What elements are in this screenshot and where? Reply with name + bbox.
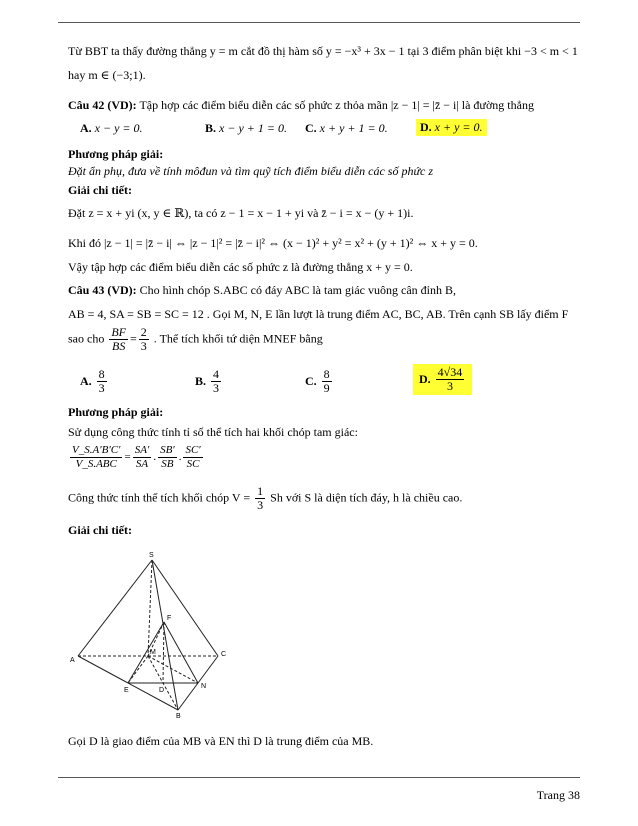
- ratio-sa-den: SA: [135, 458, 149, 470]
- label-e: E: [124, 687, 129, 694]
- q42-option-c-label: C.: [305, 121, 317, 135]
- label-f: F: [167, 615, 172, 622]
- q43-option-c-frac: [322, 368, 332, 395]
- ratio-sc-num: SC′: [185, 444, 201, 456]
- ratio-sa-num: SA′: [134, 444, 150, 456]
- ratio-sb-num: SB′: [160, 444, 175, 456]
- method-text-2: Sử dụng công thức tính tỉ số thể tích hai khối chóp tam giác:: [68, 425, 358, 439]
- solution-heading-2: Giải chi tiết:: [68, 523, 132, 537]
- fraction-one: 1: [257, 484, 264, 498]
- q43-option-b: [195, 368, 223, 395]
- question-43-line-3: [68, 326, 323, 353]
- q43-option-d-num: 4√34: [437, 365, 463, 379]
- q42-option-d: [416, 119, 487, 136]
- label-c: C: [221, 651, 227, 658]
- solution-line-1: Đặt z = x + yi (x, y ∈ ℝ), ta có z − 1 = x − 1 + yi và z̄ − i = x − (y + 1)i.: [68, 206, 414, 220]
- question-42-label: Câu 42 (VD):: [68, 98, 137, 112]
- q42-option-a: [80, 121, 143, 136]
- label-m: M: [150, 649, 156, 656]
- method-heading-2: Phương pháp giải:: [68, 405, 164, 419]
- solution-line-2: Khi đó |z − 1| = |z̄ − i| ⇔ |z − 1|² = |z̄ − i|² ⇔ (x − 1)² + y² = x² + (y + 1)² ⇔ x + y = 0.: [68, 236, 478, 250]
- volume-formula-line: [68, 485, 462, 512]
- text-line-1: Từ BBT ta thấy đường thẳng y = m cắt đồ thị hàm số y = −x³ + 3x − 1 tại 3 điểm phân biệt khi −3 < m < 1: [68, 44, 578, 58]
- fraction-bf-bs: [109, 326, 128, 353]
- q43-option-c-num: 8: [323, 367, 330, 381]
- q43-option-c-den: 9: [323, 381, 330, 395]
- ratio-sb-den: SB: [161, 458, 174, 470]
- edge-fe: [128, 622, 164, 683]
- q43-option-a-label: A.: [80, 374, 92, 388]
- label-d: D: [159, 687, 165, 694]
- q43-option-d-frac: [436, 366, 465, 393]
- ratio-volume-num: V_S.A′B′C′: [72, 444, 121, 456]
- q42-option-a-label: A.: [80, 121, 92, 135]
- last-line: Gọi D là giao điểm của MB và EN thì D là trung điểm của MB.: [68, 734, 374, 748]
- question-42-text: Tập hợp các điểm biểu diễn các số phức z thỏa mãn |z − 1| = |z̄ − i| là đường thẳng: [136, 98, 534, 112]
- pyramid-figure: [68, 548, 238, 718]
- fraction-two: 2: [140, 325, 147, 339]
- volume-text-a: Công thức tính thể tích khối chóp V =: [68, 490, 251, 505]
- equals-sign: =: [130, 331, 137, 346]
- fraction-three-b: 3: [257, 498, 264, 512]
- question-43-label: Câu 43 (VD):: [68, 283, 137, 297]
- question-42: [68, 97, 534, 113]
- solution-heading-1: Giải chi tiết:: [68, 183, 132, 197]
- q42-option-b-label: B.: [205, 121, 217, 135]
- fraction-bs: BS: [111, 339, 126, 353]
- edge-sa: [78, 560, 152, 656]
- q42-option-c: [305, 121, 388, 136]
- edge-sc: [152, 560, 218, 656]
- q42-option-d-label: D.: [420, 120, 432, 134]
- question-43-text-2: AB = 4, SA = SB = SC = 12 . Gọi M, N, E lần lượt là trung điểm AC, BC, AB. Trên cạnh SB lấy điểm F: [68, 307, 569, 321]
- q43-option-a: [80, 368, 109, 395]
- label-s: S: [149, 552, 154, 559]
- fraction-two-thirds: [139, 326, 149, 353]
- edge-me-hidden: [128, 656, 148, 683]
- ratio-sc-den: SC: [186, 458, 200, 470]
- edge-sm-hidden: [148, 560, 152, 656]
- q42-option-b-text: x − y + 1 = 0.: [219, 121, 287, 135]
- fraction-one-third: [255, 485, 265, 512]
- ratio-sa: [133, 444, 152, 471]
- ratio-sc: [183, 444, 202, 471]
- q43-option-c: [305, 368, 334, 395]
- ratio-sb: [158, 444, 177, 471]
- q43-option-d: [413, 364, 472, 395]
- q43-option-a-den: 3: [98, 381, 105, 395]
- q42-option-d-text: x + y = 0.: [434, 120, 483, 134]
- q43-option-a-frac: [97, 368, 107, 395]
- question-43-text-3b: . Thể tích khối tứ diện MNEF bằng: [153, 331, 323, 346]
- q43-option-b-frac: [211, 368, 221, 395]
- ratio-volume-den: V_S.ABC: [75, 458, 117, 470]
- q43-option-a-num: 8: [98, 367, 105, 381]
- q43-option-c-label: C.: [305, 374, 317, 388]
- q43-option-b-num: 4: [213, 367, 220, 381]
- question-43-text-1: Cho hình chóp S.ABC có đáy ABC là tam giác vuông cân đỉnh B,: [136, 283, 456, 297]
- footer-rule: [58, 777, 580, 778]
- header-rule: [58, 22, 580, 23]
- text-line-2: hay m ∈ (−3;1).: [68, 68, 146, 82]
- q43-option-b-label: B.: [195, 374, 207, 388]
- page-number: Trang 38: [536, 788, 580, 802]
- volume-text-b: Sh với S là diện tích đáy, h là chiều cao.: [270, 490, 463, 505]
- volume-ratio-formula: $\frac{V\_S.A'B'C'}{\text{V\_S.ABC}}$ = $\frac{SA'}{SA}$ . $\frac{SB'}{SB}$ . $\frac{SC'}{SC}$: [72, 444, 201, 470]
- fraction-bf: BF: [111, 325, 126, 339]
- question-43: [68, 282, 456, 298]
- method-heading-1: Phương pháp giải:: [68, 147, 164, 161]
- label-b: B: [176, 713, 181, 718]
- q43-option-d-label: D.: [419, 372, 431, 386]
- question-43-text-3a: sao cho: [68, 331, 105, 346]
- q43-option-b-den: 3: [213, 381, 220, 395]
- q42-option-a-text: x − y = 0.: [94, 121, 143, 135]
- method-text-1: Đặt ẩn phụ, đưa về tính môđun và tìm quỹ tích điểm biểu diễn các số phức z: [68, 164, 434, 178]
- label-a: A: [70, 657, 75, 664]
- q42-option-b: [205, 121, 287, 136]
- label-n: N: [201, 683, 207, 690]
- fraction-three: 3: [140, 339, 147, 353]
- solution-line-3: Vậy tập hợp các điểm biểu diễn các số phức z là đường thẳng x + y = 0.: [68, 260, 413, 274]
- q42-option-c-text: x + y + 1 = 0.: [319, 121, 388, 135]
- ratio-volume: [70, 444, 122, 471]
- q43-option-d-den: 3: [446, 379, 453, 393]
